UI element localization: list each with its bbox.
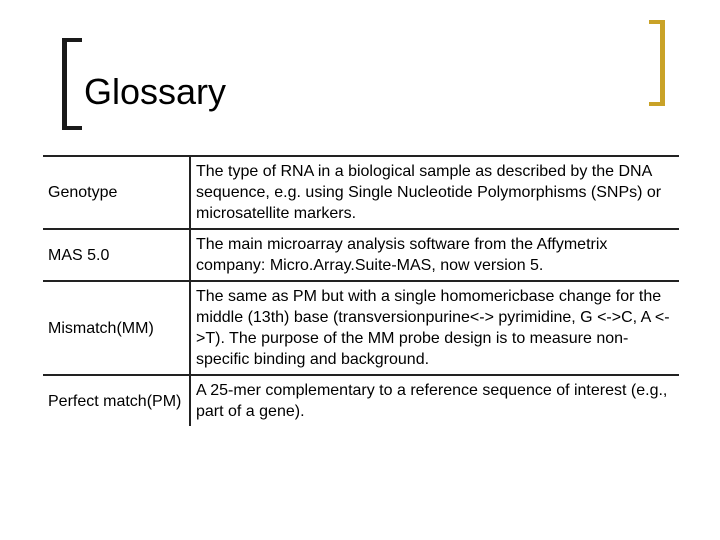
table-row — [43, 156, 679, 229]
glossary-table — [43, 155, 679, 426]
glossary-definition: The main microarray analysis software from the Affymetrix company: Micro.Array.Suite-MAS, now version 5. — [190, 229, 679, 281]
table-row — [43, 375, 679, 426]
right-bracket-decoration — [649, 20, 665, 106]
glossary-term: Perfect match(PM) — [43, 375, 190, 426]
glossary-term: Mismatch(MM) — [43, 281, 190, 375]
glossary-term: Genotype — [43, 156, 190, 229]
glossary-definition: A 25-mer complementary to a reference sequence of interest (e.g., part of a gene). — [196, 382, 668, 420]
glossary-definition: The type of RNA in a biological sample as described by the DNA sequence, e.g. using Single Nucleotide Polymorphisms (SNPs) or microsatellite markers. — [190, 156, 679, 229]
slide-title: Glossary — [84, 71, 227, 112]
table-row — [43, 281, 679, 375]
glossary-term: MAS 5.0 — [43, 229, 190, 281]
table-row — [43, 229, 679, 281]
left-bracket-decoration — [62, 38, 82, 130]
glossary-definition: The same as PM but with a single homomericbase change for the middle (13th) base (transversionpurine<-> pyrimidine, G <->C, A <->T). The purpose of the MM probe design is to measure non-specific binding and background. — [190, 281, 679, 375]
